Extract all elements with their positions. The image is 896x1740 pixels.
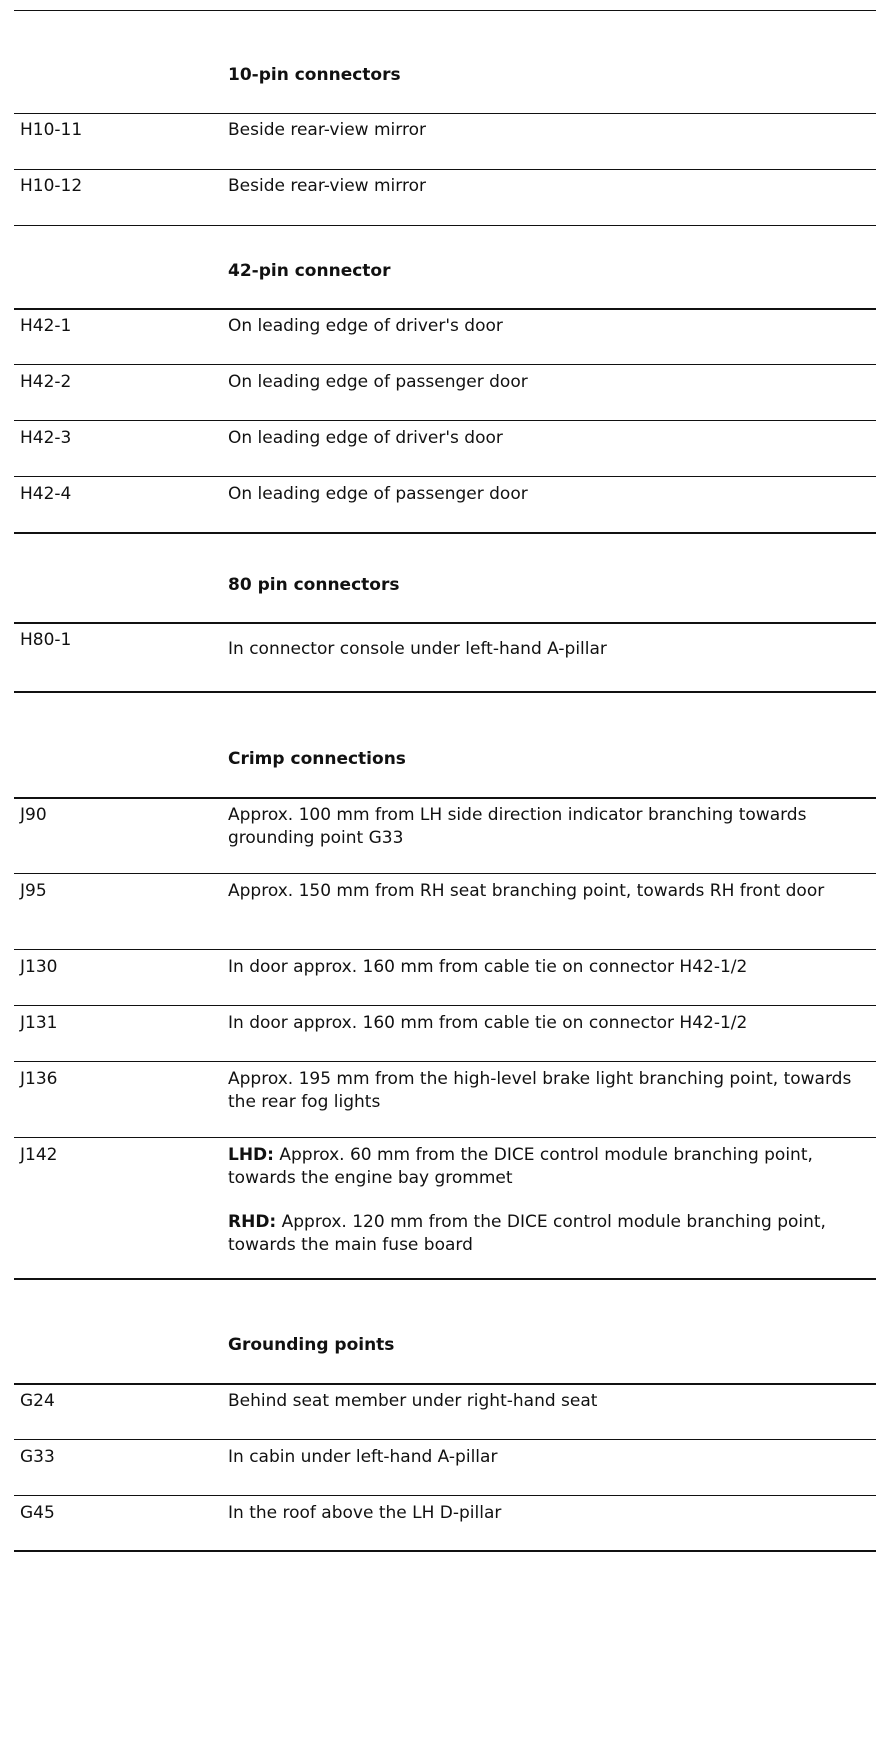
row-description: Approx. 100 mm from LH side direction indicator branching towards grounding point G33 [228,805,807,848]
table-rule [14,1278,876,1280]
table-rule [14,1383,876,1385]
row-code: G24 [20,1391,55,1411]
row-description: Approx. 195 mm from the high-level brake light branching point, towards the rear fog lights [228,1069,852,1112]
row-description: Approx. 150 mm from RH seat branching point, towards RH front door [228,881,825,901]
row-code: H80-1 [20,630,72,650]
section-heading: 10-pin connectors [228,65,401,85]
row-code: H42-4 [20,484,72,504]
table-rule [14,10,876,11]
rhd-text: Approx. 120 mm from the DICE control module branching point, towards the main fuse board [228,1212,826,1255]
table-rule [14,364,876,365]
row-code: H10-12 [20,176,83,196]
row-description: On leading edge of driver's door [228,316,503,336]
table-rule [14,1550,876,1552]
lhd-label: LHD: [228,1145,274,1165]
section-heading: Grounding points [228,1335,395,1355]
row-description: In door approx. 160 mm from cable tie on connector H42-1/2 [228,957,748,977]
row-code: J95 [20,881,47,901]
table-rule [14,1495,876,1496]
rhd-note [228,1211,878,1257]
row-code: H42-1 [20,316,72,336]
table-rule [14,1137,876,1138]
row-description: Beside rear-view mirror [228,176,426,196]
table-rule [14,691,876,693]
row-code: G33 [20,1447,55,1467]
table-rule [14,420,876,421]
row-code: J131 [20,1013,58,1033]
table-rule [14,113,876,114]
table-rule [14,622,876,624]
rhd-label: RHD: [228,1212,277,1232]
section-heading: 42-pin connector [228,261,391,281]
table-rule [14,1005,876,1006]
table-rule [14,476,876,477]
row-description: Beside rear-view mirror [228,120,426,140]
row-code: J90 [20,805,47,825]
row-code: H10-11 [20,120,83,140]
row-description: In connector console under left-hand A-pillar [228,639,607,659]
table-rule [14,532,876,534]
row-description: Behind seat member under right-hand seat [228,1391,598,1411]
row-description: On leading edge of passenger door [228,484,528,504]
section-heading: Crimp connections [228,749,406,769]
table-rule [14,873,876,874]
row-description: In door approx. 160 mm from cable tie on connector H42-1/2 [228,1013,748,1033]
row-code: J142 [20,1145,58,1165]
table-rule [14,1061,876,1062]
section-heading: 80 pin connectors [228,575,400,595]
lhd-text: Approx. 60 mm from the DICE control module branching point, towards the engine bay grommet [228,1145,813,1188]
row-code: H42-3 [20,428,72,448]
row-description: In cabin under left-hand A-pillar [228,1447,498,1467]
row-description: In the roof above the LH D-pillar [228,1503,502,1523]
row-description [228,1144,878,1257]
row-code: G45 [20,1503,55,1523]
table-rule [14,225,876,226]
row-code: J136 [20,1069,58,1089]
row-code: J130 [20,957,58,977]
table-rule [14,797,876,799]
table-rule [14,308,876,310]
row-code: H42-2 [20,372,72,392]
row-description: On leading edge of driver's door [228,428,503,448]
table-rule [14,169,876,170]
table-rule [14,1439,876,1440]
table-rule [14,949,876,950]
lhd-note [228,1144,878,1190]
row-description: On leading edge of passenger door [228,372,528,392]
